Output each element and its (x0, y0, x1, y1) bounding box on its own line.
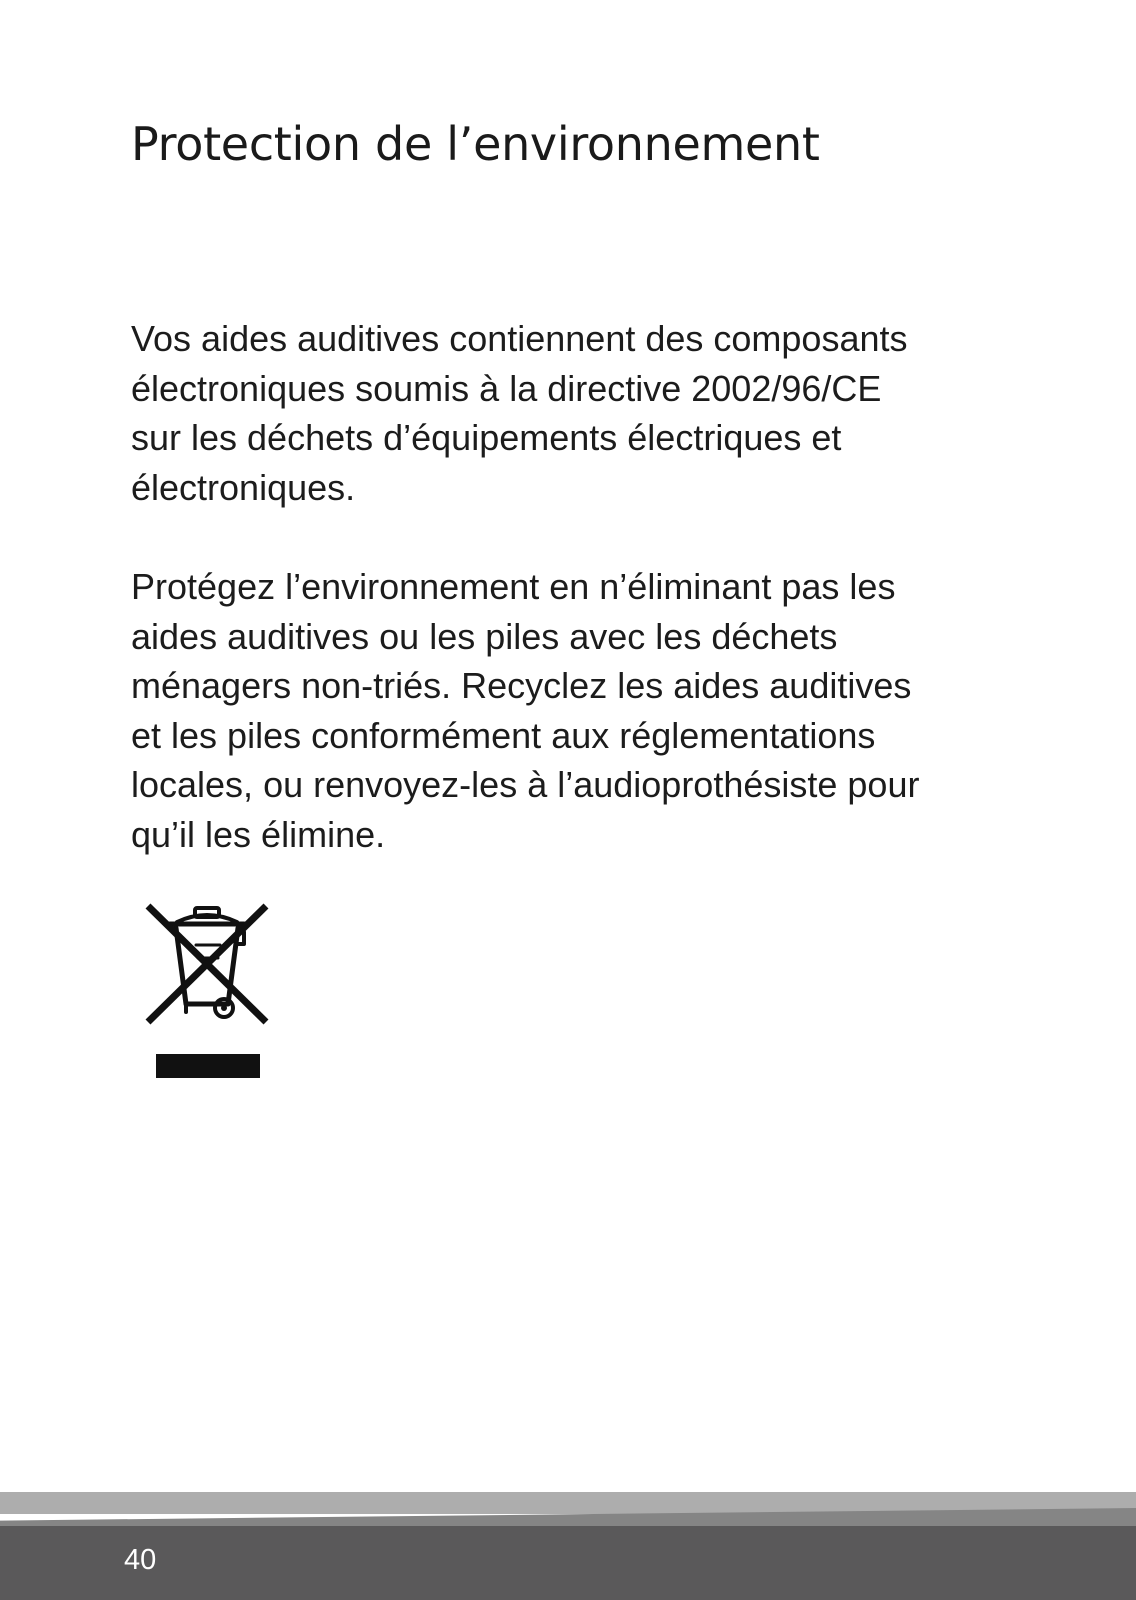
paragraph-disposal-instructions (131, 562, 1011, 859)
paragraph-line: qu’il les élimine. (131, 813, 386, 855)
paragraph-line: Protégez l’environnement en n’éliminant pas les (131, 566, 896, 607)
paragraph-line: électroniques. (131, 466, 356, 508)
footer-bar (0, 1526, 1136, 1600)
paragraph-line: ménagers non-triés. Recyclez les aides auditives (131, 665, 912, 706)
page-title: Protection de l’environnement (131, 117, 820, 171)
paragraph-line: aides auditives ou les piles avec les déchets (131, 615, 838, 657)
weee-crossed-out-bin-icon (140, 898, 274, 1080)
paragraph-line: et les piles conformément aux réglementations (131, 714, 876, 756)
body-text (131, 314, 1011, 909)
paragraph-line: sur les déchets d’équipements électriques et (131, 417, 842, 458)
page-number: 40 (124, 1544, 157, 1576)
paragraph-line: Vos aides auditives contiennent des composants (131, 318, 908, 359)
paragraph-line: électroniques soumis à la directive 2002/96/CE (131, 367, 882, 409)
paragraph-line: locales, ou renvoyez-les à l’audioprothésiste pour (131, 764, 920, 805)
paragraph-weee-directive (131, 314, 1011, 512)
